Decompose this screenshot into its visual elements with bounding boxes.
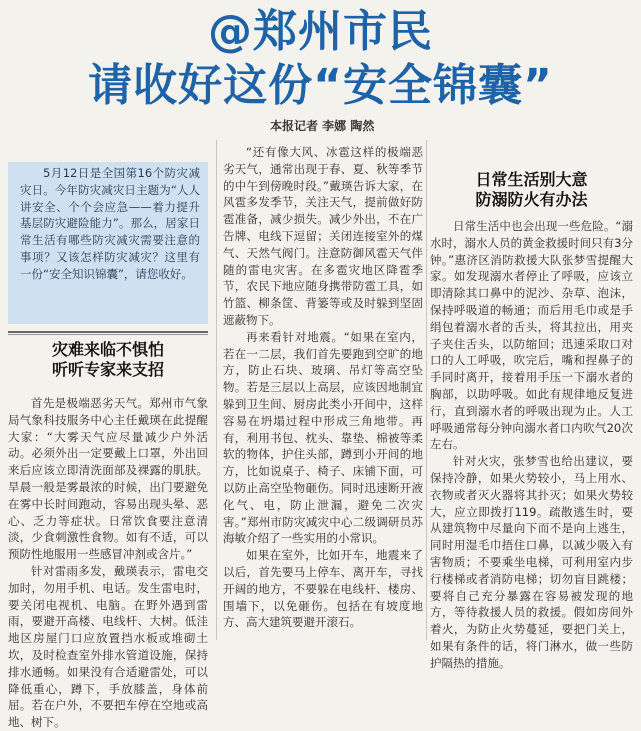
section3-paragraph-1: 日常生活中也会出现一些危险。“溺水时，溺水人员的黄金救援时间只有3分钟。”惠济区消防救援大队张梦雪提醒大家。如发现溺水者停止了呼吸，应该立即清除其口鼻中的泥沙、杂草、泡沫，保持呼吸道的畅通；而后用毛巾或是手绢包着溺水者的舌头，将其拉出，用夹子夹住舌头，以防缩回；迅速采取口对口的人工呼吸，吹完后，嘴和捏鼻子的手同时离开，接着用手压一下溺水者的胸部，以助呼吸。如此有规律地反复进行，直到溺水者的呼吸出现为止。人工呼吸通常每分钟向溺水者口内吹气20次左右。 <box>430 219 633 452</box>
column-2 <box>223 144 423 631</box>
section1-heading <box>8 340 208 380</box>
section2-paragraph-2: 再来看针对地震。“如果在室内，若在一二层，我们首先要跑到空旷的地方，防止石块、玻璃、吊灯等高空坠物。若是三层以上高层，应该因地制宜躲到卫生间、厨房此类小开间中，这样容易在坍塌过程中形成三角地带。再有，利用书包、枕头、靠垫、棉被等柔软的物体，护住头部，蹲到小开间的地方，比如说桌子、椅子、床铺下面，可以防止高空坠物砸伤。同时迅速断开液化气、电，防止泄漏，避免二次灾害。”郑州市防灾减灾中心二级调研员苏海敏介绍了一些实用的小常识。 <box>223 329 423 546</box>
column-rule-2 <box>426 140 427 640</box>
section2-paragraph-1: “还有像大风、冰雹这样的极端恶劣天气，通常出现于春、夏、秋等季节的中午到傍晚时段。”戴瑛告诉大家，在风雹多发季节，关注天气，提前做好防雹准备，减少损失。减少外出，不在广告牌、电线下逗留；关闭连接室外的煤气、天然气阀门。注意防御风雹天气伴随的雷电灾害。在多雹灾地区降雹季节，农民下地应随身携带防雹工具，如竹篮、柳条筐、背篓等或及时躲到坚固遮蔽物下。 <box>223 145 423 327</box>
byline: 本报记者 李娜 陶然 <box>270 119 375 133</box>
section1-paragraph-2: 针对雷雨多发，戴瑛表示，雷电交加时，勿用手机、电话。发生雷电时，要关闭电视机、电脑。在野外遇到雷雨，要避开高楼、电线杆、大树。低洼地区房屋门口应放置挡水板或堆砌土坎，及时检查室外排水管道设施，保持排水通畅。如果没有合适避雷处，可以降低重心，蹲下，手放膝盖，身体前屈。若在户外，不要把车停在空地或高地、树下。 <box>8 563 208 730</box>
intro-paragraph: 5月12日是全国第16个防灾减灾日。今年防灾减灾日主题为“人人讲安全、个个会应急——着力提升基层防灾避险能力”。那么，居家日常生活有哪些防灾减灾需要注意的事项？又该怎样防灾减灾？这里有一份“安全知识锦囊”，请您收好。 <box>20 166 200 281</box>
intro-text <box>20 165 200 283</box>
column-1 <box>8 395 208 731</box>
section3-title-line2: 防溺防火有办法 <box>475 190 588 209</box>
section-divider-thin <box>8 334 208 335</box>
section3-paragraph-2: 针对火灾，张梦雪也给出建议，要保持冷静，如果火势较小，马上用水、衣物或者灭火器将其扑灭；如果火势较大，应立即拨打119。疏散逃生时，要从建筑物中尽量向下而不是向上逃生，同时用湿毛巾捂住口鼻，以减少吸入有害物质；不要乘坐电梯，可利用室内步行楼梯或者消防电梯；切勿盲目跳楼；要将自己充分暴露在容易被发现的地方，等待救援人员的救援。假如房间外着火，为防止火势蔓延，要把门关上，如果有条件的话，将门淋水，做一些防护隔热的措施。 <box>430 454 633 670</box>
headline-line2: 请收好这份“安全锦囊” <box>88 60 553 111</box>
section1-title-line1: 灾难来临不惧怕 <box>51 340 164 359</box>
section3-heading <box>430 170 633 210</box>
column-3 <box>430 218 633 672</box>
section1-title-line2: 听听专家来支招 <box>51 360 164 379</box>
headline-line1: @郑州市民 <box>208 6 433 57</box>
column-rule-1 <box>216 140 217 640</box>
section-divider <box>8 331 208 333</box>
section2-paragraph-3: 如果在室外，比如开车，地震来了以后，首先要马上停车、离开车，寻找开阔的地方，不要躲在电线杆、楼房、围墙下，以免砸伤。包括在有坡度地方、高大建筑要避开滚石。 <box>223 548 423 630</box>
section3-title-line1: 日常生活别大意 <box>475 170 588 189</box>
section1-paragraph-1: 首先是极端恶劣天气。郑州市气象局气象科技服务中心主任戴瑛在此提醒大家：“大雾天气应尽量减少户外活动。必须外出一定要戴上口罩，外出回来后应该立即清洗面部及裸露的肌肤。旱晨一般是雾最浓的时候，出门要避免在雾中长时间跑动，容易出现头晕、恶心、乏力等症状。日常饮食要注意清淡，少食刺激性食物。如有不适，可以预防性地服用一些感冒冲剂或含片。” <box>8 396 208 562</box>
